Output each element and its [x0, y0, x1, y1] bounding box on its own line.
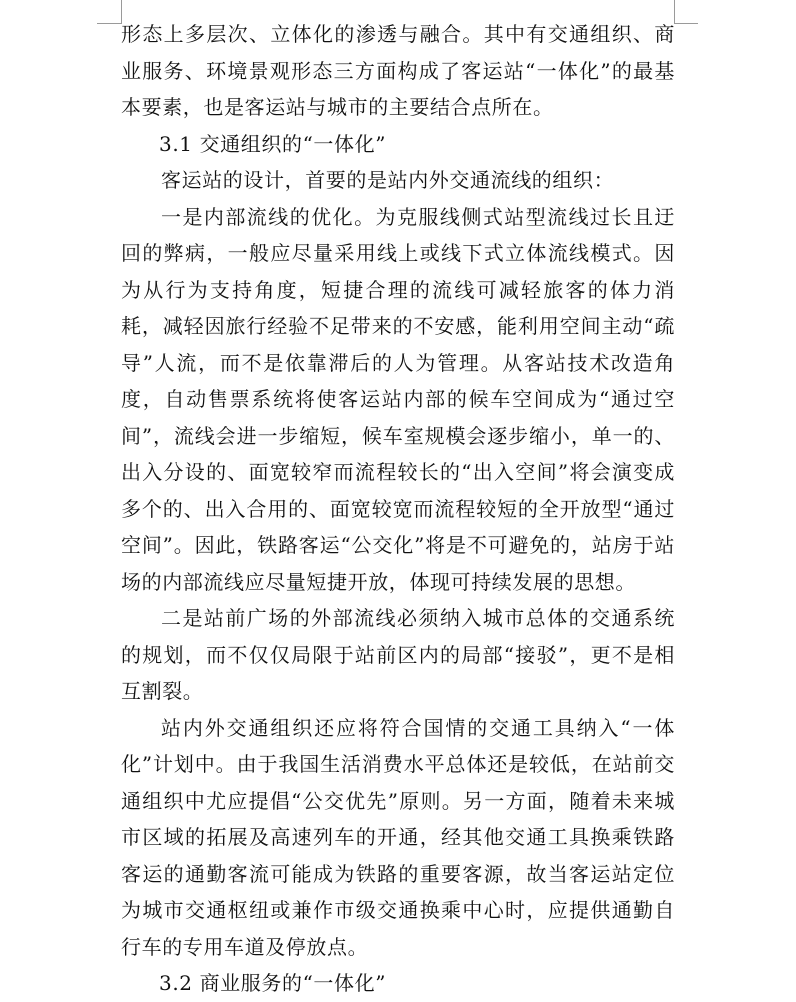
paragraph: 二是站前广场的外部流线必须纳入城市总体的交通系统的规划，而不仅仅局限于站前区内的局部“接驳”，更不是相互割裂。 — [121, 606, 675, 703]
paragraph: 站内外交通组织还应将符合国情的交通工具纳入“一体化”计划中。由于我国生活消费水平总体还是较低，在站前交通组织中尤应提倡“公交优先”原则。另一方面，随着未来城市区域的拓展及高速列车的开通，经其他交通工具换乘铁路客运的通勤客流可能成为铁路的重要客源，故当客运站定位为城市交通枢纽或兼作市级交通换乘中心时，应提供通勤自行车的专用车道及停放点。 — [121, 715, 675, 959]
paragraph: 一是内部流线的优化。为克服线侧式站型流线过长且迂回的弊病，一般应尽量采用线上或线下式立体流线模式。因为从行为支持角度，短捷合理的流线可减轻旅客的体力消耗，减轻因旅行经验不足带来的不安感，能利用空间主动“疏导”人流，而不是依靠滞后的人为管理。从客站技术改造角度，自动售票系统将使客运站内部的候车空间成为“通过空间”，流线会进一步缩短，候车室规模会逐步缩小，单一的、出入分设的、面宽较窄而流程较长的“出入空间”将会演变成多个的、出入合用的、面宽较宽而流程较短的全开放型“通过空间”。因此，铁路客运“公交化”将是不可避免的，站房于站场的内部流线应尽量短捷开放，体现可持续发展的思想。 — [121, 204, 675, 594]
crop-mark-top-right-horizontal — [674, 23, 698, 24]
crop-mark-top-left-horizontal — [97, 23, 121, 24]
paragraph: 客运站的设计，首要的是站内外交通流线的组织： — [161, 168, 615, 192]
section-heading-3-2: 3.2 商业服务的“一体化” — [159, 971, 387, 995]
paragraph-continued: 形态上多层次、立体化的渗透与融合。其中有交通组织、商业服务、环境景观形态三方面构成了客运站“一体化”的最基本要素，也是客运站与城市的主要结合点所在。 — [121, 22, 675, 119]
document-page — [121, 16, 675, 1002]
section-heading-3-1: 3.1 交通组织的“一体化” — [159, 131, 387, 156]
